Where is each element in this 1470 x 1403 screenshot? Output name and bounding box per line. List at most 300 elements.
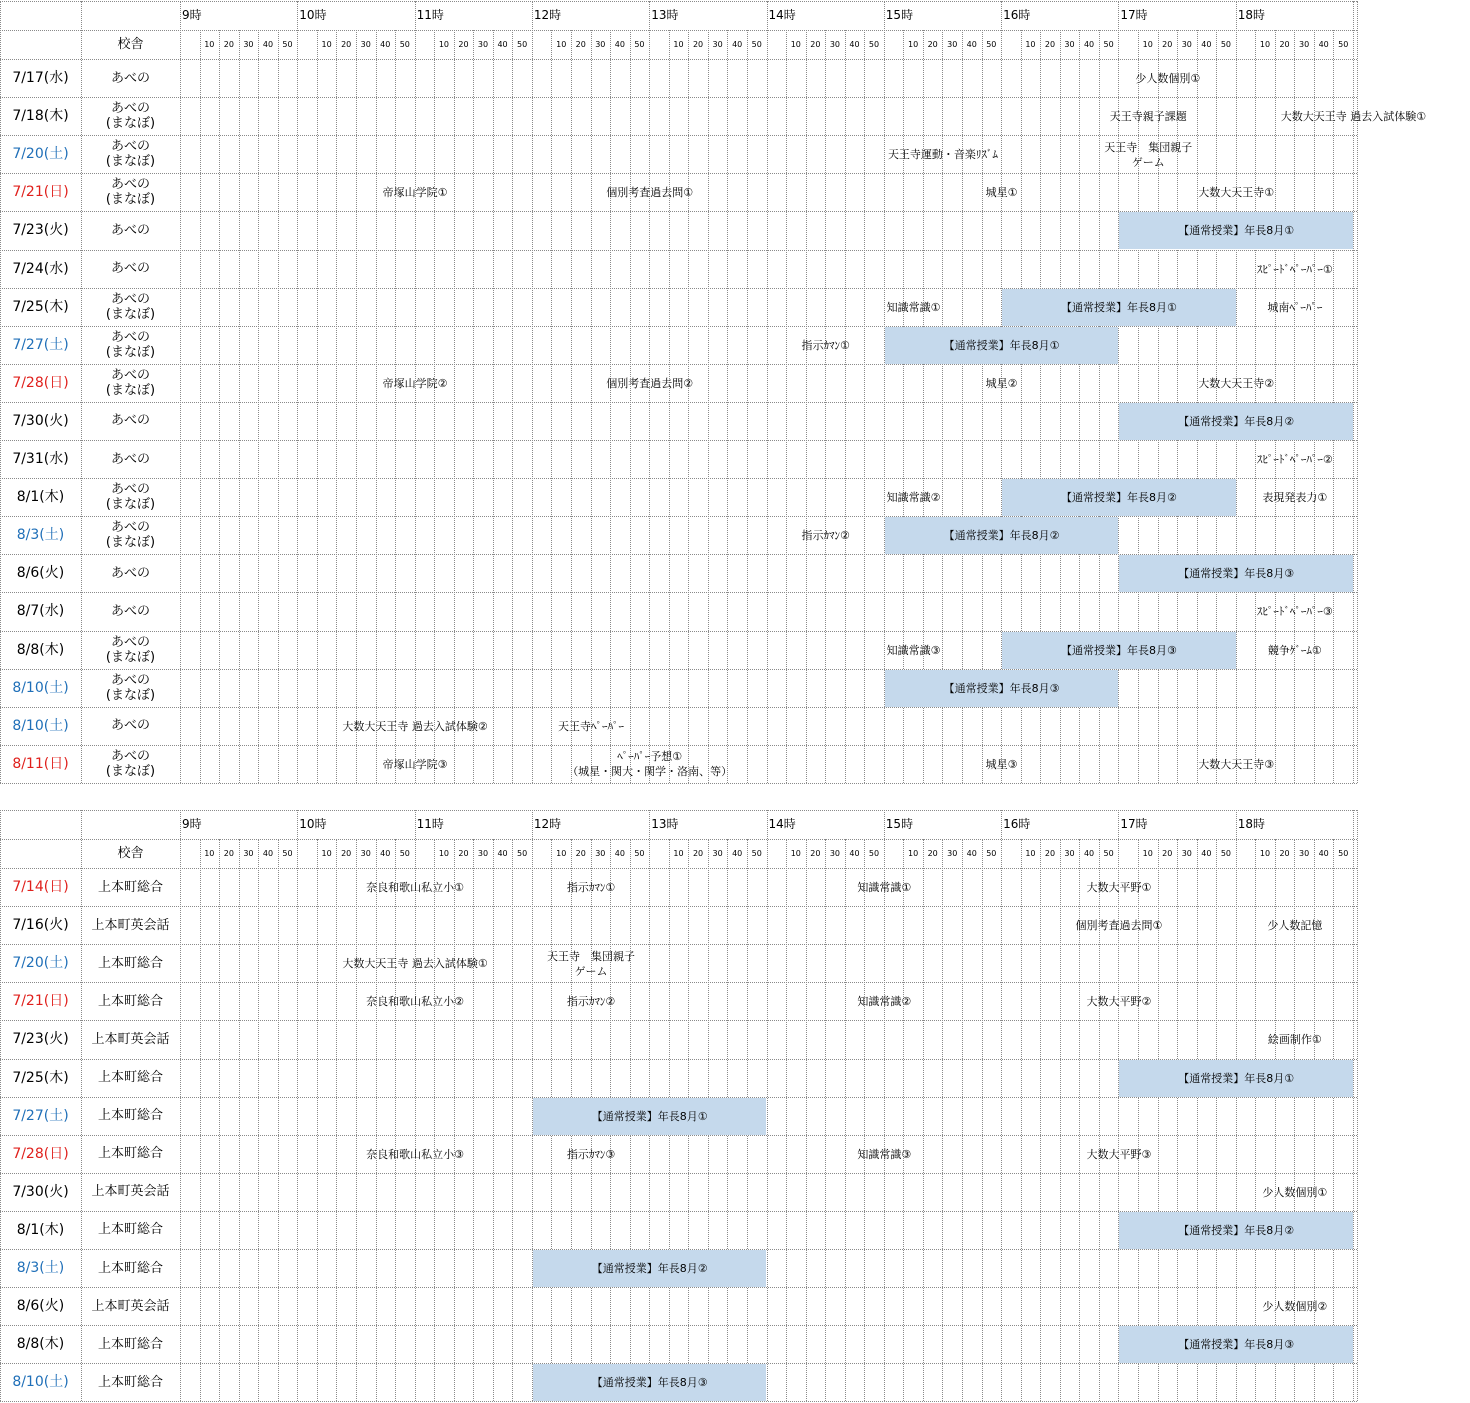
grid-vline [356, 839, 357, 1401]
regular-class-block [1002, 479, 1236, 516]
minute-label: 40 [966, 848, 977, 858]
regular-class-block [533, 1364, 767, 1401]
event-label: 【通常授業】年長8月③ [1060, 643, 1177, 657]
event-label: （城星・関大・関学・洛南、等） [567, 765, 733, 779]
event-block [1237, 98, 1470, 135]
event-block [768, 327, 884, 364]
campus-line: (まなぼ) [105, 649, 156, 665]
campus-cell [81, 1325, 180, 1363]
date-cell: 8/11(日) [12, 755, 69, 772]
date-cell: 8/3(土) [16, 527, 65, 544]
date-cell: 7/16(火) [12, 917, 69, 934]
event-block [1119, 365, 1353, 402]
grid-vline [786, 30, 787, 783]
event-label: 表現発表力① [1262, 491, 1328, 505]
grid-hline [0, 1173, 1357, 1174]
date-cell: 8/7(水) [16, 603, 65, 620]
grid-vline [454, 839, 455, 1401]
event-block [826, 136, 1060, 173]
date-cell: 8/6(火) [16, 1298, 65, 1315]
campus-cell [81, 97, 180, 135]
grid-vline [1353, 810, 1354, 1401]
event-block [885, 174, 1119, 211]
event-label: 帝塚山学院① [382, 186, 448, 200]
grid-vline [200, 30, 201, 783]
event-label: 奈良和歌山私立小② [366, 995, 465, 1009]
event-label: 大数大天王寺③ [1198, 757, 1275, 771]
grid-vline [219, 30, 220, 783]
grid-vline [982, 839, 983, 1401]
minute-label: 10 [1259, 39, 1271, 49]
event-block [298, 1136, 532, 1173]
minute-label: 50 [986, 848, 997, 858]
event-block [1002, 869, 1236, 906]
hour-label: 14時 [768, 8, 796, 22]
grid-vline [1357, 810, 1358, 1401]
minute-label: 10 [321, 848, 332, 858]
grid-vline [180, 1, 181, 783]
event-block [298, 869, 532, 906]
minute-label: 30 [360, 848, 371, 858]
grid-vline [825, 839, 826, 1401]
event-block [533, 869, 649, 906]
hour-label: 9時 [182, 8, 202, 22]
grid-vline [317, 30, 318, 783]
event-label: 【通常授業】年長8月② [943, 529, 1060, 543]
hour-label: 12時 [533, 8, 562, 22]
campus-line: (まなぼ) [105, 763, 156, 779]
campus-line: あべの [110, 451, 150, 467]
minute-label: 40 [1318, 848, 1329, 858]
event-block [533, 1136, 649, 1173]
event-label: ｽﾋﾟｰﾄﾞﾍﾟｰﾊﾟｰ② [1256, 453, 1333, 467]
campus-cell [81, 631, 180, 669]
grid-vline [708, 30, 709, 783]
grid-vline [767, 1, 768, 783]
date-cell: 7/21(日) [12, 993, 69, 1010]
event-block [533, 746, 767, 783]
grid-vline [806, 839, 807, 1401]
minute-label: 50 [1338, 848, 1349, 858]
event-block [298, 945, 532, 982]
date-cell: 8/10(土) [12, 679, 69, 696]
minute-label: 50 [1338, 39, 1349, 49]
date-cell: 7/28(日) [12, 374, 69, 391]
date-cell: 7/20(土) [12, 146, 69, 163]
grid-vline [942, 839, 943, 1401]
minute-label: 10 [438, 848, 449, 858]
campus-line: 上本町総合 [97, 1374, 163, 1390]
event-block [768, 869, 1002, 906]
event-label: 個別考査過去問① [606, 186, 694, 200]
event-block [826, 289, 1001, 326]
campus-line: 上本町総合 [97, 955, 163, 971]
grid-vline [317, 839, 318, 1401]
grid-vline [434, 839, 435, 1401]
date-cell: 7/27(土) [12, 336, 69, 353]
campus-cell [81, 1173, 180, 1211]
hour-label: 9時 [182, 817, 202, 831]
event-label: ｽﾋﾟｰﾄﾞﾍﾟｰﾊﾟｰ③ [1256, 605, 1333, 619]
grid-hline [0, 810, 1357, 811]
minute-label: 40 [732, 848, 743, 858]
event-label: 帝塚山学院③ [382, 757, 448, 771]
event-label: 大数大平野③ [1086, 1147, 1152, 1161]
event-block [533, 983, 649, 1020]
event-label: 大数大天王寺 過去入試体験① [1280, 110, 1427, 124]
event-label: 大数大平野① [1086, 881, 1152, 895]
campus-line: (まなぼ) [105, 382, 156, 398]
minute-label: 40 [614, 848, 625, 858]
grid-vline [200, 839, 201, 1401]
event-block [1061, 98, 1236, 135]
grid-vline [180, 810, 181, 1401]
campus-line: あべの [110, 634, 150, 650]
event-block [885, 365, 1119, 402]
campus-line: (まなぼ) [105, 535, 156, 551]
date-cell: 8/8(木) [16, 1336, 65, 1353]
event-block [768, 517, 884, 554]
event-block [533, 708, 649, 745]
minute-label: 20 [1279, 848, 1290, 858]
campus-line: あべの [110, 261, 150, 277]
campus-line: あべの [110, 70, 150, 86]
minute-label: 10 [673, 848, 684, 858]
grid-vline [395, 30, 396, 783]
campus-cell [81, 745, 180, 783]
event-block [1237, 593, 1353, 630]
grid-hline [0, 783, 1357, 784]
campus-cell [81, 211, 180, 249]
event-label: 【通常授業】年長8月② [1178, 1223, 1295, 1237]
minute-label: 40 [1201, 39, 1212, 49]
event-label: 大数大平野② [1086, 995, 1152, 1009]
event-label: 天王寺 集団親子 [1104, 140, 1193, 154]
event-label: ゲーム [574, 964, 608, 978]
event-label: 知識常識① [886, 300, 941, 314]
minute-label: 20 [341, 848, 352, 858]
minute-label: 30 [1064, 848, 1075, 858]
regular-class-block [885, 327, 1119, 364]
minute-label: 20 [810, 39, 821, 49]
grid-vline [434, 30, 435, 783]
grid-vline [727, 30, 728, 783]
hour-label: 11時 [416, 817, 444, 831]
campus-line: あべの [110, 520, 150, 536]
campus-line: あべの [110, 603, 150, 619]
campus-cell [81, 1020, 180, 1058]
minute-label: 10 [1025, 39, 1036, 49]
event-label: 【通常授業】年長8月② [1060, 491, 1177, 505]
regular-class-block [1119, 212, 1353, 249]
grid-vline [962, 839, 963, 1401]
event-block [1119, 746, 1353, 783]
minute-label: 50 [986, 39, 997, 49]
grid-vline [219, 839, 220, 1401]
date-cell: 7/24(水) [12, 260, 69, 277]
regular-class-block [1002, 632, 1236, 669]
campus-line: あべの [110, 718, 150, 734]
campus-cell [81, 135, 180, 173]
hour-label: 15時 [885, 8, 914, 22]
minute-label: 10 [556, 39, 567, 49]
hour-label: 12時 [533, 817, 562, 831]
event-label: 奈良和歌山私立小① [366, 881, 465, 895]
schedule-table-uehommachi [0, 810, 1358, 1401]
grid-hline [0, 440, 1357, 441]
minute-label: 20 [927, 39, 938, 49]
grid-vline [669, 30, 670, 783]
minute-label: 20 [1279, 39, 1290, 49]
minute-label: 40 [497, 848, 508, 858]
event-label: 少人数個別① [1135, 72, 1201, 86]
event-block [1002, 907, 1236, 944]
grid-hline [0, 1020, 1357, 1021]
minute-label: 20 [927, 848, 938, 858]
campus-cell [81, 326, 180, 364]
hour-label: 15時 [885, 817, 914, 831]
minute-label: 50 [517, 848, 528, 858]
grid-vline [903, 839, 904, 1401]
event-label: 城南ﾍﾟｰﾊﾟｰ [1267, 300, 1323, 314]
date-cell: 7/31(水) [12, 451, 69, 468]
campus-line: (まなぼ) [105, 154, 156, 170]
minute-label: 50 [751, 39, 762, 49]
minute-label: 50 [282, 39, 293, 49]
minute-label: 10 [204, 848, 215, 858]
event-label: 絵画制作① [1267, 1033, 1322, 1047]
event-label: 知識常識③ [886, 643, 941, 657]
event-label: 【通常授業】年長8月③ [943, 681, 1060, 695]
campus-line: (まなぼ) [105, 687, 156, 703]
grid-vline [571, 30, 572, 783]
hour-label: 17時 [1120, 817, 1148, 831]
grid-vline [512, 839, 513, 1401]
grid-hline [0, 516, 1357, 517]
event-block [1237, 479, 1353, 516]
minute-label: 50 [868, 848, 880, 858]
campus-cell [81, 1211, 180, 1249]
minute-label: 40 [262, 39, 274, 49]
campus-line: (まなぼ) [105, 344, 156, 360]
grid-vline [278, 839, 279, 1401]
campus-cell [81, 554, 180, 592]
minute-label: 40 [849, 848, 860, 858]
campus-cell [81, 906, 180, 944]
minute-label: 20 [810, 848, 821, 858]
minute-label: 10 [1142, 848, 1153, 858]
grid-vline [512, 30, 513, 783]
campus-line: あべの [110, 139, 150, 155]
minute-label: 30 [477, 848, 489, 858]
hour-label: 17時 [1120, 8, 1148, 22]
minute-label: 30 [1181, 39, 1192, 49]
minute-label: 30 [477, 39, 489, 49]
event-block [1237, 1174, 1353, 1211]
event-label: 天王寺親子課題 [1109, 110, 1187, 124]
minute-label: 40 [497, 39, 508, 49]
minute-label: 30 [947, 39, 958, 49]
minute-label: 10 [673, 39, 684, 49]
campus-line: 上本町総合 [97, 1336, 163, 1352]
campus-header: 校舎 [117, 845, 144, 861]
minute-label: 30 [712, 848, 723, 858]
hour-label: 13時 [651, 817, 679, 831]
campus-line: (まなぼ) [105, 497, 156, 513]
minute-label: 10 [556, 848, 567, 858]
event-block [298, 983, 532, 1020]
campus-cell [81, 402, 180, 440]
grid-vline [493, 839, 494, 1401]
campus-line: あべの [110, 101, 150, 117]
date-cell: 8/3(土) [16, 1260, 65, 1277]
campus-line: 上本町英会話 [91, 1184, 170, 1200]
minute-label: 40 [1201, 848, 1212, 858]
event-label: 知識常識③ [857, 1147, 912, 1161]
grid-vline [258, 30, 259, 783]
hour-label: 14時 [768, 817, 796, 831]
grid-vline [376, 30, 377, 783]
date-cell: 8/10(土) [12, 1374, 69, 1391]
grid-hline [0, 326, 1357, 327]
grid-vline [493, 30, 494, 783]
schedule-table-abeno [0, 1, 1427, 783]
campus-line: あべの [110, 177, 150, 193]
event-label: 城星③ [985, 757, 1018, 771]
event-block [1237, 1021, 1353, 1058]
event-label: 少人数個別① [1262, 1185, 1328, 1199]
regular-class-block [885, 517, 1119, 554]
campus-line: (まなぼ) [105, 306, 156, 322]
campus-cell [81, 478, 180, 516]
hour-label: 13時 [651, 8, 679, 22]
minute-label: 50 [399, 848, 410, 858]
regular-class-block [1119, 403, 1353, 440]
minute-label: 20 [341, 39, 352, 49]
grid-vline [786, 839, 787, 1401]
minute-label: 20 [1162, 39, 1173, 49]
campus-cell [81, 1287, 180, 1325]
event-label: 天王寺ﾍﾟｰﾊﾟｰ [558, 719, 625, 733]
regular-class-block [1119, 1060, 1353, 1097]
campus-cell [81, 1135, 180, 1173]
date-cell: 7/17(水) [12, 70, 69, 87]
minute-label: 20 [1162, 848, 1173, 858]
event-label: 【通常授業】年長8月① [943, 338, 1060, 352]
campus-cell [81, 516, 180, 554]
grid-vline [376, 839, 377, 1401]
campus-line: 上本町英会話 [91, 917, 170, 933]
grid-vline [845, 839, 846, 1401]
grid-vline [747, 30, 748, 783]
event-label: 大数大天王寺① [1198, 186, 1275, 200]
regular-class-block [885, 670, 1119, 707]
event-label: 個別考査過去問② [606, 376, 694, 390]
campus-cell [81, 1097, 180, 1135]
grid-vline [239, 30, 240, 783]
grid-vline [688, 30, 689, 783]
minute-label: 30 [1299, 848, 1310, 858]
hour-label: 16時 [1003, 8, 1031, 22]
event-label: 奈良和歌山私立小③ [366, 1147, 465, 1161]
event-block [1237, 907, 1353, 944]
date-cell: 8/8(木) [16, 641, 65, 658]
event-label: 指示ｶﾏﾝ① [801, 338, 850, 352]
event-label: 【通常授業】年長8月③ [1178, 1338, 1295, 1352]
campus-line: 上本町総合 [97, 1146, 163, 1162]
campus-cell [81, 592, 180, 630]
minute-label: 50 [1103, 39, 1114, 49]
date-cell: 8/10(土) [12, 717, 69, 734]
date-cell: 7/25(木) [12, 298, 69, 315]
date-cell: 7/18(木) [12, 108, 69, 125]
minute-label: 30 [1181, 848, 1192, 858]
minute-label: 40 [380, 39, 391, 49]
event-label: 城星① [985, 186, 1018, 200]
hour-label: 18時 [1237, 817, 1265, 831]
event-label: ゲーム [1131, 155, 1165, 169]
campus-cell [81, 250, 180, 288]
event-block [298, 365, 532, 402]
campus-line: 上本町総合 [97, 993, 163, 1009]
event-block [826, 632, 1001, 669]
campus-line: あべの [110, 291, 150, 307]
minute-label: 50 [1220, 39, 1231, 49]
campus-line: 上本町総合 [97, 1108, 163, 1124]
minute-label: 10 [204, 39, 215, 49]
grid-hline [0, 250, 1357, 251]
event-block [1237, 632, 1353, 669]
event-block [1002, 983, 1236, 1020]
grid-vline [630, 30, 631, 783]
campus-cell [81, 1363, 180, 1401]
event-label: 城星② [985, 376, 1018, 390]
minute-label: 10 [321, 39, 332, 49]
grid-hline [0, 669, 1357, 670]
campus-cell [81, 1249, 180, 1287]
grid-vline [336, 30, 337, 783]
minute-label: 50 [634, 848, 645, 858]
minute-label: 40 [1083, 848, 1095, 858]
minute-label: 50 [751, 848, 762, 858]
date-cell: 7/25(木) [12, 1069, 69, 1086]
minute-label: 20 [692, 848, 704, 858]
event-block [533, 365, 767, 402]
event-block [533, 174, 767, 211]
grid-vline [591, 30, 592, 783]
campus-line: (まなぼ) [105, 116, 156, 132]
campus-cell [81, 59, 180, 97]
minute-label: 50 [1103, 848, 1114, 858]
grid-vline [473, 839, 474, 1401]
hour-label: 10時 [299, 8, 327, 22]
grid-vline [395, 839, 396, 1401]
minute-label: 20 [223, 39, 234, 49]
event-label: 【通常授業】年長8月① [1178, 224, 1295, 238]
event-label: 帝塚山学院② [382, 376, 448, 390]
event-label: 大数大天王寺 過去入試体験② [342, 719, 488, 733]
event-block [1061, 60, 1275, 97]
minute-label: 40 [262, 848, 274, 858]
campus-header: 校舎 [117, 36, 144, 52]
grid-vline [864, 839, 865, 1401]
minute-label: 40 [614, 39, 625, 49]
regular-class-block [1119, 1212, 1353, 1249]
campus-line: あべの [110, 367, 150, 383]
date-cell: 7/27(土) [12, 1107, 69, 1124]
minute-label: 20 [692, 39, 704, 49]
event-label: 少人数記憶 [1267, 919, 1323, 933]
